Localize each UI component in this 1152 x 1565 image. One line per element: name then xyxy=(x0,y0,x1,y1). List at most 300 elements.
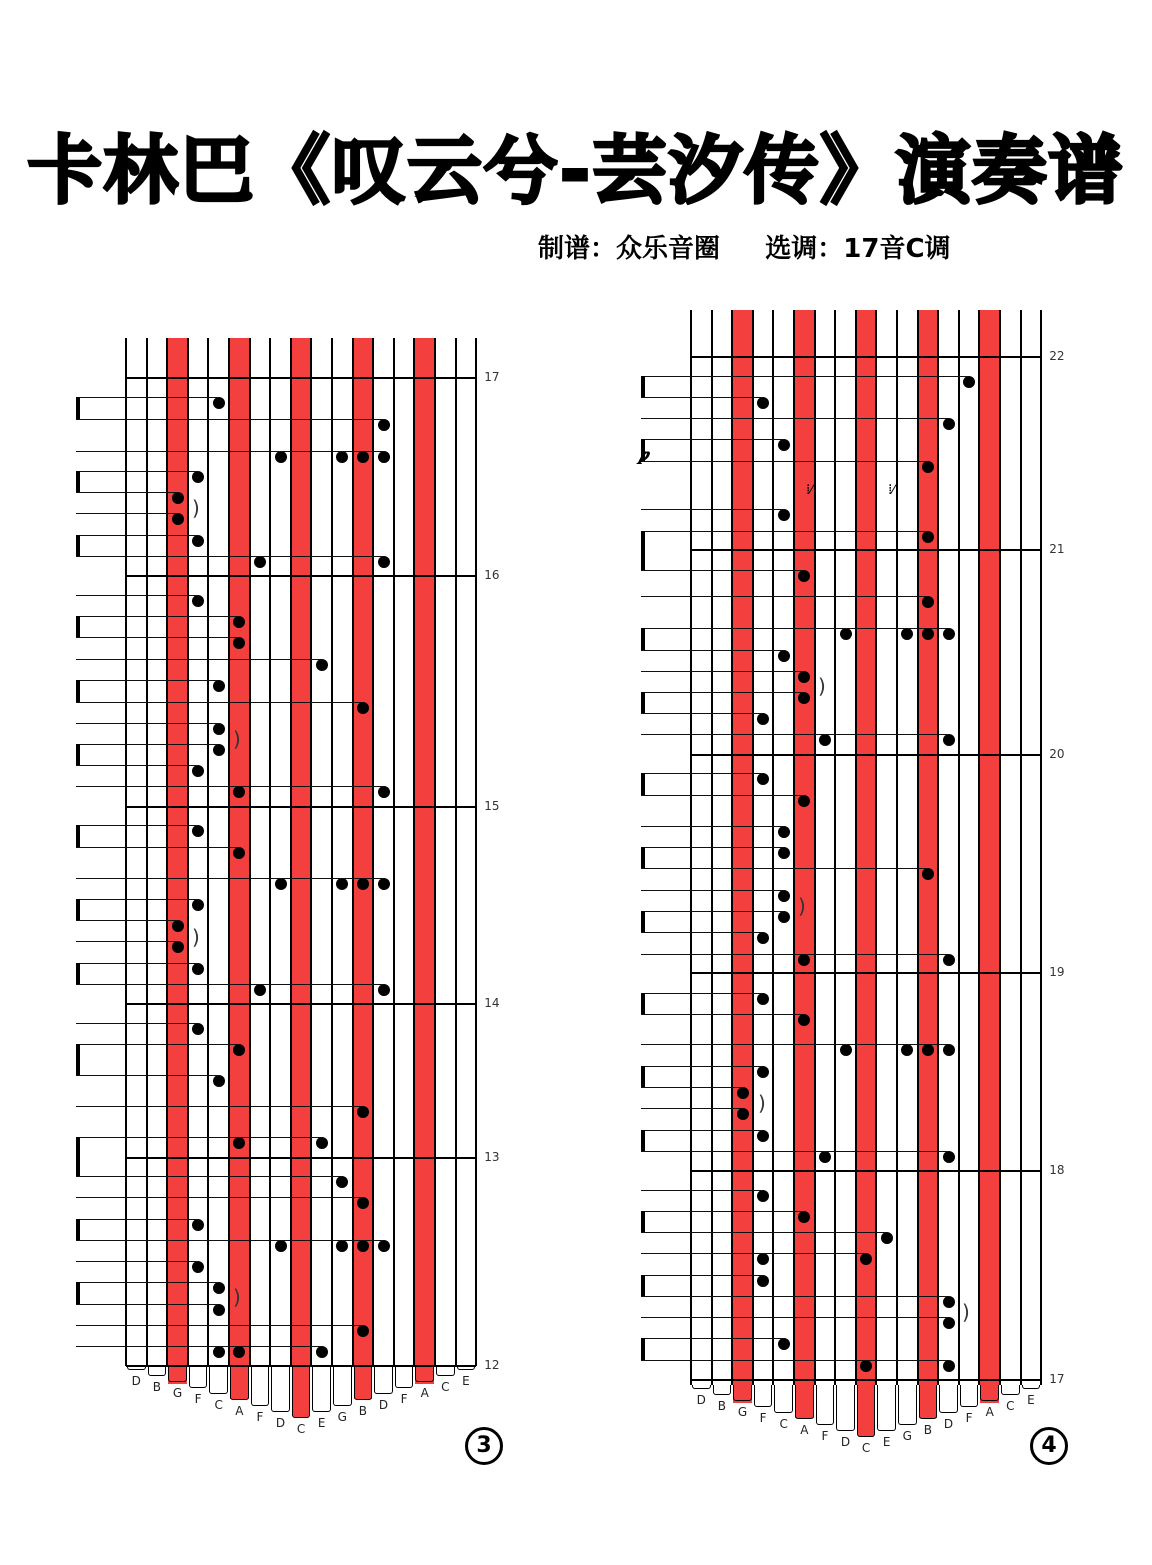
note-dot xyxy=(778,911,790,923)
beat-line xyxy=(641,954,949,955)
note-dot xyxy=(922,596,934,608)
key-label-f: F xyxy=(821,1429,829,1443)
measure-line xyxy=(126,1365,476,1367)
key-label-d: D xyxy=(131,1374,141,1388)
rhythm-stem xyxy=(641,993,645,1014)
key-tip xyxy=(415,1366,434,1382)
note-dot xyxy=(275,451,287,463)
key-tip xyxy=(692,1385,711,1389)
key-label-d: D xyxy=(696,1393,706,1407)
beat-line xyxy=(641,650,784,651)
note-dot xyxy=(316,1137,328,1149)
beat-line xyxy=(76,451,384,452)
tine-divider xyxy=(352,338,354,1366)
note-dot xyxy=(757,1253,769,1265)
key-label-f: F xyxy=(400,1392,408,1406)
note-dot xyxy=(378,451,390,463)
key-label-f: F xyxy=(256,1410,264,1424)
beat-line xyxy=(76,1023,198,1024)
note-dot xyxy=(378,1240,390,1252)
beat-line xyxy=(76,847,239,848)
key-tip xyxy=(713,1385,732,1395)
note-dot xyxy=(254,556,266,568)
rhythm-stem xyxy=(641,847,645,868)
tine-divider xyxy=(855,310,857,1385)
beat-line xyxy=(76,1304,219,1305)
rhythm-stem xyxy=(641,911,645,932)
note-dot xyxy=(336,451,348,463)
key-label-f: F xyxy=(194,1392,202,1406)
tine-column-red xyxy=(919,310,938,1418)
key-label-d: D xyxy=(943,1417,954,1431)
note-dot xyxy=(778,847,790,859)
beat-line xyxy=(76,920,178,921)
key-label-e: E xyxy=(317,1416,326,1430)
key-tip xyxy=(354,1366,373,1400)
tine-divider xyxy=(269,338,271,1366)
note-dot xyxy=(192,1219,204,1231)
note-dot xyxy=(316,1346,328,1358)
note-dot xyxy=(943,954,955,966)
beat-line xyxy=(76,723,219,724)
measure-number: 21 xyxy=(1049,542,1065,556)
key-label-c: C xyxy=(441,1380,450,1394)
rhythm-stem xyxy=(641,1338,645,1360)
rhythm-stem xyxy=(641,531,645,570)
note-dot xyxy=(213,744,225,756)
key-tip xyxy=(292,1366,311,1418)
note-dot xyxy=(757,1066,769,1078)
beat-line xyxy=(641,570,804,571)
note-dot xyxy=(213,1304,225,1316)
beat-line xyxy=(76,765,198,766)
key-tip xyxy=(919,1385,938,1419)
note-dot xyxy=(737,1087,749,1099)
key-label-e: E xyxy=(1027,1393,1035,1407)
tine-divider xyxy=(1040,310,1042,1385)
key-label-d: D xyxy=(275,1416,286,1430)
measure-line xyxy=(691,754,1041,756)
key-tip xyxy=(877,1385,896,1431)
slur-mark: ) xyxy=(192,496,200,520)
beat-line xyxy=(641,692,804,693)
slur-mark: ) xyxy=(233,727,241,751)
note-dot xyxy=(778,439,790,451)
rhythm-stem xyxy=(76,963,80,984)
tine-divider xyxy=(413,338,415,1366)
rhythm-stem xyxy=(641,628,645,650)
beat-line xyxy=(76,680,219,681)
beat-line xyxy=(76,1106,363,1107)
beat-line xyxy=(641,1275,763,1276)
note-dot xyxy=(378,556,390,568)
beat-line xyxy=(76,1240,384,1241)
beat-line xyxy=(76,941,178,942)
beat-line xyxy=(641,795,804,796)
rhythm-stem xyxy=(76,535,80,556)
note-dot xyxy=(860,1253,872,1265)
note-dot xyxy=(192,1261,204,1273)
note-dot xyxy=(378,786,390,798)
tine-divider xyxy=(937,310,939,1385)
note-dot xyxy=(357,878,369,890)
beat-line xyxy=(641,1044,949,1045)
note-dot xyxy=(840,628,852,640)
note-dot xyxy=(943,1151,955,1163)
note-dot xyxy=(275,1240,287,1252)
note-dot xyxy=(757,773,769,785)
note-dot xyxy=(840,1044,852,1056)
beat-line xyxy=(76,1282,219,1283)
page-number: 4 xyxy=(1030,1427,1068,1465)
rhythm-stem xyxy=(76,680,80,702)
beat-line xyxy=(76,1346,322,1347)
tine-divider xyxy=(999,310,1001,1385)
note-dot xyxy=(901,1044,913,1056)
note-dot xyxy=(943,734,955,746)
beat-line xyxy=(76,535,198,536)
note-dot xyxy=(778,890,790,902)
key-tip xyxy=(1022,1385,1041,1389)
beat-line xyxy=(76,595,198,596)
measure-number: 22 xyxy=(1049,349,1065,363)
key-tip xyxy=(168,1366,187,1382)
note-dot xyxy=(757,932,769,944)
beat-line xyxy=(76,616,239,617)
beat-line xyxy=(641,1087,743,1088)
beat-line xyxy=(641,1130,763,1131)
slur-mark: ) xyxy=(818,674,826,698)
beat-line xyxy=(641,773,763,774)
key-tip xyxy=(816,1385,835,1425)
rhythm-stem xyxy=(76,1044,80,1075)
tine-divider xyxy=(875,310,877,1385)
beat-line xyxy=(76,825,198,826)
measure-line xyxy=(126,575,476,577)
rhythm-stem xyxy=(76,397,80,419)
note-dot xyxy=(922,868,934,880)
key-label-g: G xyxy=(172,1386,183,1400)
measure-line xyxy=(126,1157,476,1159)
rhythm-stem xyxy=(76,744,80,765)
key-label-f: F xyxy=(759,1411,767,1425)
note-dot xyxy=(192,535,204,547)
beat-line xyxy=(641,932,763,933)
note-dot xyxy=(778,826,790,838)
note-dot xyxy=(737,1108,749,1120)
page-number: 3 xyxy=(465,1427,503,1465)
measure-number: 17 xyxy=(484,370,500,384)
rhythm-stem xyxy=(76,1219,80,1240)
slur-mark: ) xyxy=(233,1285,241,1309)
note-dot xyxy=(357,1106,369,1118)
beat-line xyxy=(641,1190,763,1191)
beat-line xyxy=(641,1232,887,1233)
measure-line xyxy=(691,1170,1041,1172)
measure-line xyxy=(126,806,476,808)
tine-divider xyxy=(814,310,816,1385)
note-dot xyxy=(192,765,204,777)
beat-line xyxy=(641,734,949,735)
tine-divider xyxy=(793,310,795,1385)
beat-line xyxy=(641,509,784,510)
key-tip xyxy=(939,1385,958,1413)
key-tip xyxy=(754,1385,773,1407)
beat-line xyxy=(641,1151,949,1152)
key-tip xyxy=(774,1385,793,1413)
key-tip xyxy=(148,1366,167,1376)
rhythm-stem xyxy=(76,899,80,920)
beat-line xyxy=(76,556,384,557)
rhythm-stem xyxy=(641,692,645,713)
key-label-e: E xyxy=(882,1435,891,1449)
beat-line xyxy=(76,637,239,638)
tine-divider xyxy=(207,338,209,1366)
dynamic-marking: 𝆏 xyxy=(640,444,649,465)
slur-mark: ) xyxy=(798,894,806,918)
tine-divider xyxy=(434,338,436,1366)
beat-line xyxy=(76,492,178,493)
beat-line xyxy=(641,397,763,398)
rhythm-stem xyxy=(641,1130,645,1151)
rhythm-stem xyxy=(641,1211,645,1232)
rest-icon: ⁞⁄ xyxy=(806,482,813,498)
note-dot xyxy=(172,920,184,932)
beat-line xyxy=(641,531,928,532)
note-dot xyxy=(943,628,955,640)
measure-number: 19 xyxy=(1049,965,1065,979)
page-title: 卡林巴《叹云兮-芸汐传》演奏谱 xyxy=(27,128,1125,214)
key-label-b: B xyxy=(923,1423,932,1437)
note-dot xyxy=(192,595,204,607)
tine-column-red xyxy=(415,338,434,1384)
key-tip xyxy=(1001,1385,1020,1395)
note-dot xyxy=(213,1075,225,1087)
key-tip xyxy=(436,1366,455,1376)
measure-line xyxy=(691,356,1041,358)
key-tip xyxy=(333,1366,352,1406)
slur-mark: ) xyxy=(758,1091,766,1115)
key-label-d: D xyxy=(378,1398,389,1412)
note-dot xyxy=(757,1275,769,1287)
note-dot xyxy=(757,993,769,1005)
tine-divider xyxy=(331,338,333,1366)
note-dot xyxy=(357,702,369,714)
rhythm-stem xyxy=(641,773,645,795)
measure-line xyxy=(126,377,476,379)
key-label-d: D xyxy=(840,1435,851,1449)
key-label-a: A xyxy=(235,1404,244,1418)
tine-divider xyxy=(958,310,960,1385)
beat-line xyxy=(641,596,928,597)
beat-line xyxy=(641,826,784,827)
note-dot xyxy=(357,1197,369,1209)
key-tip xyxy=(251,1366,270,1406)
note-dot xyxy=(881,1232,893,1244)
rhythm-stem xyxy=(641,1066,645,1087)
note-dot xyxy=(943,418,955,430)
note-dot xyxy=(378,419,390,431)
beat-line xyxy=(76,744,219,745)
measure-number: 14 xyxy=(484,996,500,1010)
note-dot xyxy=(172,513,184,525)
measure-line xyxy=(126,1003,476,1005)
key-tip xyxy=(960,1385,979,1407)
beat-line xyxy=(641,713,763,714)
beat-line xyxy=(641,376,969,377)
rest-icon: ⁞⁄ xyxy=(888,482,895,498)
key-label-g: G xyxy=(337,1410,347,1424)
key-label-f: F xyxy=(965,1411,973,1425)
slur-mark: ) xyxy=(192,925,200,949)
tine-divider xyxy=(228,338,230,1366)
key-tip xyxy=(312,1366,331,1412)
key-label-g: G xyxy=(737,1405,748,1419)
beat-line xyxy=(641,868,928,869)
beat-line xyxy=(76,963,198,964)
tine-divider xyxy=(290,338,292,1366)
tine-divider xyxy=(455,338,457,1366)
note-dot xyxy=(336,878,348,890)
beat-line xyxy=(76,471,198,472)
key-label-b: B xyxy=(717,1399,726,1413)
note-dot xyxy=(213,723,225,735)
measure-line xyxy=(691,549,1041,551)
measure-number: 13 xyxy=(484,1150,500,1164)
tine-column-red xyxy=(795,310,814,1418)
rhythm-stem xyxy=(76,616,80,637)
note-dot xyxy=(254,984,266,996)
beat-line xyxy=(641,1066,763,1067)
beat-line xyxy=(76,878,384,879)
note-dot xyxy=(943,1317,955,1329)
tine-divider xyxy=(393,338,395,1366)
note-dot xyxy=(943,1296,955,1308)
note-dot xyxy=(757,1190,769,1202)
beat-line xyxy=(76,1197,363,1198)
beat-line xyxy=(76,899,198,900)
note-dot xyxy=(192,899,204,911)
beat-line xyxy=(76,659,322,660)
beat-line xyxy=(641,671,804,672)
key-label-a: A xyxy=(985,1405,994,1419)
beat-line xyxy=(76,1137,322,1138)
tine-divider xyxy=(834,310,836,1385)
key-tip xyxy=(271,1366,290,1412)
note-dot xyxy=(819,1151,831,1163)
note-dot xyxy=(213,1346,225,1358)
beat-line xyxy=(641,1014,804,1015)
beat-line xyxy=(641,890,784,891)
note-dot xyxy=(192,471,204,483)
note-dot xyxy=(213,397,225,409)
key-label-g: G xyxy=(902,1429,912,1443)
note-dot xyxy=(778,509,790,521)
tine-divider xyxy=(896,310,898,1385)
note-dot xyxy=(922,531,934,543)
rhythm-stem xyxy=(76,1282,80,1304)
beat-line xyxy=(76,984,384,985)
beat-line xyxy=(641,461,928,462)
measure-number: 20 xyxy=(1049,747,1065,761)
key-tip xyxy=(209,1366,228,1394)
slur-mark: ) xyxy=(962,1300,970,1324)
note-dot xyxy=(922,1044,934,1056)
tine-divider xyxy=(187,338,189,1366)
measure-number: 17 xyxy=(1049,1372,1065,1386)
beat-line xyxy=(641,847,784,848)
note-dot xyxy=(172,492,184,504)
beat-line xyxy=(641,439,784,440)
note-dot xyxy=(192,963,204,975)
key-tip xyxy=(374,1366,393,1394)
note-dot xyxy=(336,1240,348,1252)
note-dot xyxy=(378,878,390,890)
key-tip xyxy=(795,1385,814,1419)
key-tip xyxy=(980,1385,999,1401)
beat-line xyxy=(641,628,949,629)
note-dot xyxy=(275,878,287,890)
note-dot xyxy=(778,1338,790,1350)
beat-line xyxy=(76,702,363,703)
key-label-a: A xyxy=(800,1423,809,1437)
tine-divider xyxy=(1020,310,1022,1385)
note-dot xyxy=(943,1044,955,1056)
measure-line xyxy=(691,1379,1041,1381)
tine-column-red xyxy=(980,310,999,1403)
note-dot xyxy=(192,1023,204,1035)
tine-divider xyxy=(372,338,374,1366)
key-label-b: B xyxy=(358,1404,367,1418)
note-dot xyxy=(922,628,934,640)
key-label-c: C xyxy=(214,1398,223,1412)
note-dot xyxy=(757,1130,769,1142)
note-dot xyxy=(336,1176,348,1188)
key-label-c: C xyxy=(296,1422,306,1436)
note-dot xyxy=(757,397,769,409)
beat-line xyxy=(76,1325,363,1326)
note-dot xyxy=(757,713,769,725)
key-tip xyxy=(395,1366,414,1388)
beat-line xyxy=(641,1360,949,1361)
key-label-c: C xyxy=(779,1417,788,1431)
note-dot xyxy=(357,1240,369,1252)
key-tip xyxy=(189,1366,208,1388)
measure-line xyxy=(691,972,1041,974)
tine-divider xyxy=(310,338,312,1366)
measure-number: 18 xyxy=(1049,1163,1065,1177)
beat-line xyxy=(76,786,384,787)
note-dot xyxy=(860,1360,872,1372)
beat-line xyxy=(76,419,384,420)
tine-column-red xyxy=(292,338,311,1414)
note-dot xyxy=(819,734,831,746)
subtitle-credits-key: 制谱：众乐音圈 选调：17音C调 xyxy=(538,234,951,264)
tine-divider xyxy=(978,310,980,1385)
note-dot xyxy=(316,659,328,671)
measure-number: 15 xyxy=(484,799,500,813)
key-tip xyxy=(836,1385,855,1431)
note-dot xyxy=(213,680,225,692)
key-label-a: A xyxy=(420,1386,429,1400)
note-dot xyxy=(778,650,790,662)
measure-number: 12 xyxy=(484,1358,500,1372)
tine-divider xyxy=(475,338,477,1366)
beat-line xyxy=(641,1296,949,1297)
beat-line xyxy=(641,911,784,912)
beat-line xyxy=(76,1261,198,1262)
note-dot xyxy=(378,984,390,996)
